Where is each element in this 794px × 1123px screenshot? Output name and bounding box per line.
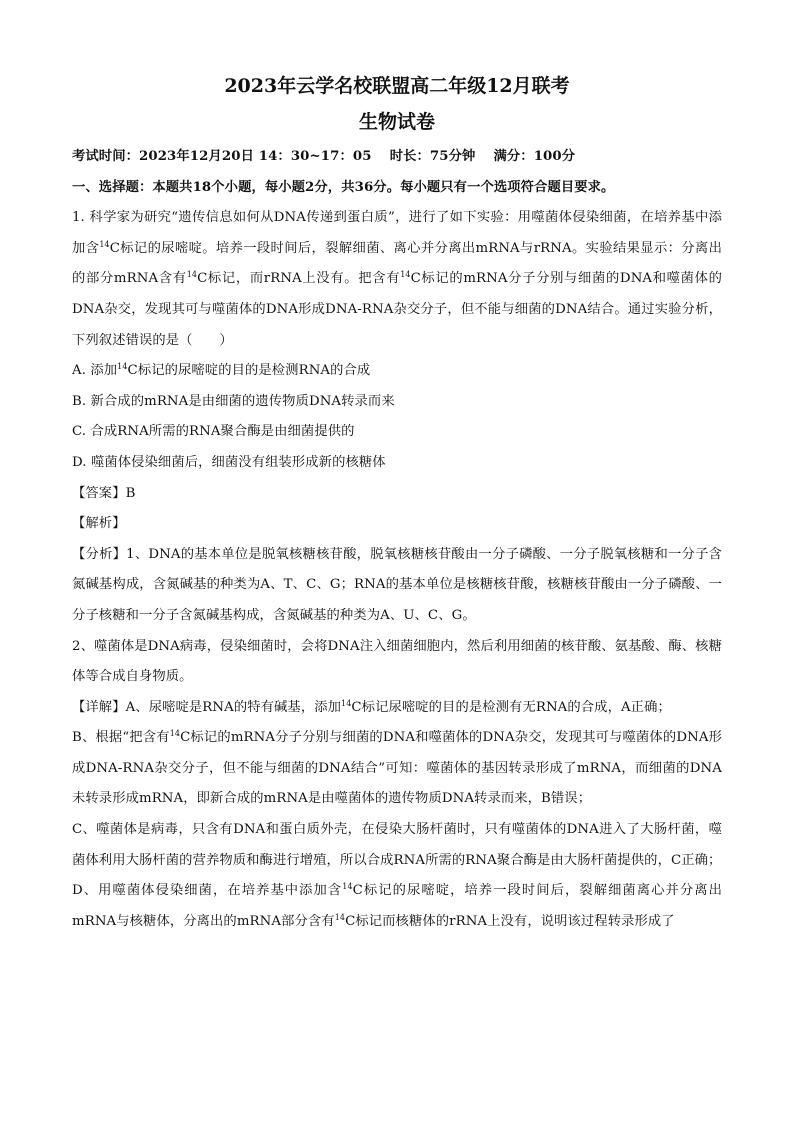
exam-title: 2023年云学名校联盟高二年级12月联考	[224, 75, 570, 97]
superscript-14: 14	[169, 729, 181, 739]
analysis-label: 【解析】	[72, 516, 126, 532]
fenxi-label: 【分析】	[72, 546, 127, 562]
answer-value: B	[125, 485, 136, 501]
stem-text-b: C标记的尿嘧啶。培养一段时间后，裂解细菌、离心并分离出mRNA与rRNA。实验结果显示：分离出的部分mRNA含有	[72, 240, 722, 287]
detail-a	[72, 693, 722, 724]
detail-a-post: C标记尿嘧啶的目的是检测有无RNA的合成，A正确；	[351, 699, 671, 715]
stem-text-d: C标记的mRNA分子分别与细菌的DNA和噬菌体的DNA杂交，发现其可与噬菌体的DNA形成DNA-RNA杂交分子，但不能与细菌的DNA结合。通过实验分析，下列叙述错误的是（ ）	[72, 271, 722, 348]
detail-d-post: C标记而核糖体的rRNA上没有，说明该过程转录形成了	[345, 913, 675, 929]
option-a	[72, 356, 722, 387]
stem-text-c: C标记，而rRNA上没有。把含有	[197, 271, 401, 287]
section-heading: 一、选择题：本题共18个小题，每小题2分，共36分。每小题只有一个选项符合题目要求。	[72, 179, 615, 195]
xiangjie-label: 【详解】	[72, 699, 126, 715]
answer-line	[72, 479, 722, 510]
detail-d	[72, 876, 722, 937]
detail-a-pre: A、尿嘧啶是RNA的特有碱基，添加	[125, 699, 342, 715]
superscript-14: 14	[99, 239, 110, 249]
superscript-14: 14	[342, 882, 353, 892]
analysis-fenxi-1	[72, 540, 722, 632]
analysis-fenxi-2: 2、噬菌体是DNA病毒，侵染细菌时，会将DNA注入细菌细胞内，然后利用细菌的核苷酸、氨基酸、酶、核糖体等合成自身物质。	[72, 638, 722, 685]
option-b: B. 新合成的mRNA是由细菌的遗传物质DNA转录而来	[72, 393, 395, 409]
option-c: C. 合成RNA所需的RNA聚合酶是由细菌提供的	[72, 424, 355, 440]
superscript-14: 14	[117, 362, 128, 372]
detail-c: C、噬菌体是病毒，只含有DNA和蛋白质外壳，在侵染大肠杆菌时，只有噬菌体的DNA进入了大肠杆菌，噬菌体利用大肠杆菌的营养物质和酶进行增殖，所以合成RNA所需的RNA聚合酶是由大肠杆菌提供的，C正确；	[72, 822, 722, 868]
exam-subtitle: 生物试卷	[358, 111, 435, 133]
exam-info: 考试时间：2023年12月20日 14：30~17：05 时长：75分钟 满分：100分	[72, 149, 576, 164]
option-a-post: C标记的尿嘧啶的目的是检测RNA的合成	[127, 363, 371, 379]
document-page	[72, 72, 722, 937]
answer-label: 【答案】	[72, 485, 126, 501]
superscript-14: 14	[341, 698, 352, 708]
detail-d-mid: C标记的尿嘧啶，培养一段时间后，裂解细菌离心并分离出mRNA与核糖体，分离出的mRNA部分含有	[72, 883, 722, 929]
stem-text-a: 1. 科学家为研究“遗传信息如何从DNA传递到蛋白质”，进行了如下实验：用噬菌体侵染细菌，在培养基中添加含	[72, 210, 722, 256]
fenxi-text-1: 1、DNA的基本单位是脱氧核糖核苷酸，脱氧核糖核苷酸由一分子磷酸、一分子脱氧核糖和一分子含氮碱基构成，含氮碱基的种类为A、T、C、G；RNA的基本单位是核糖核苷酸，核糖核苷酸由一分子磷酸、一分子核糖和一分子含氮碱基构成，含氮碱基的种类为A、U、C、G。	[72, 546, 723, 623]
detail-b-pre: B、根据“把含有	[72, 730, 170, 746]
question-stem	[72, 203, 722, 356]
detail-d-pre: D、用噬菌体侵染细菌，在培养基中添加含	[72, 883, 343, 899]
option-a-pre: A. 添加	[72, 363, 118, 379]
superscript-14: 14	[186, 270, 198, 280]
superscript-14: 14	[334, 912, 346, 922]
superscript-14: 14	[400, 270, 411, 280]
option-d: D. 噬菌体侵染细菌后，细菌没有组装形成新的核糖体	[72, 454, 386, 470]
detail-b	[72, 723, 722, 815]
detail-b-post: C标记的mRNA分子分别与细菌的DNA和噬菌体的DNA杂交，发现其可与噬菌体的DNA形成DNA-RNA杂交分子，但不能与细菌的DNA结合”可知：噬菌体的基因转录形成了mRNA，而细菌的DNA未转录形成mRNA，即新合成的mRNA是由噬菌体的遗传物质DNA转录而来，B错误；	[72, 730, 722, 807]
